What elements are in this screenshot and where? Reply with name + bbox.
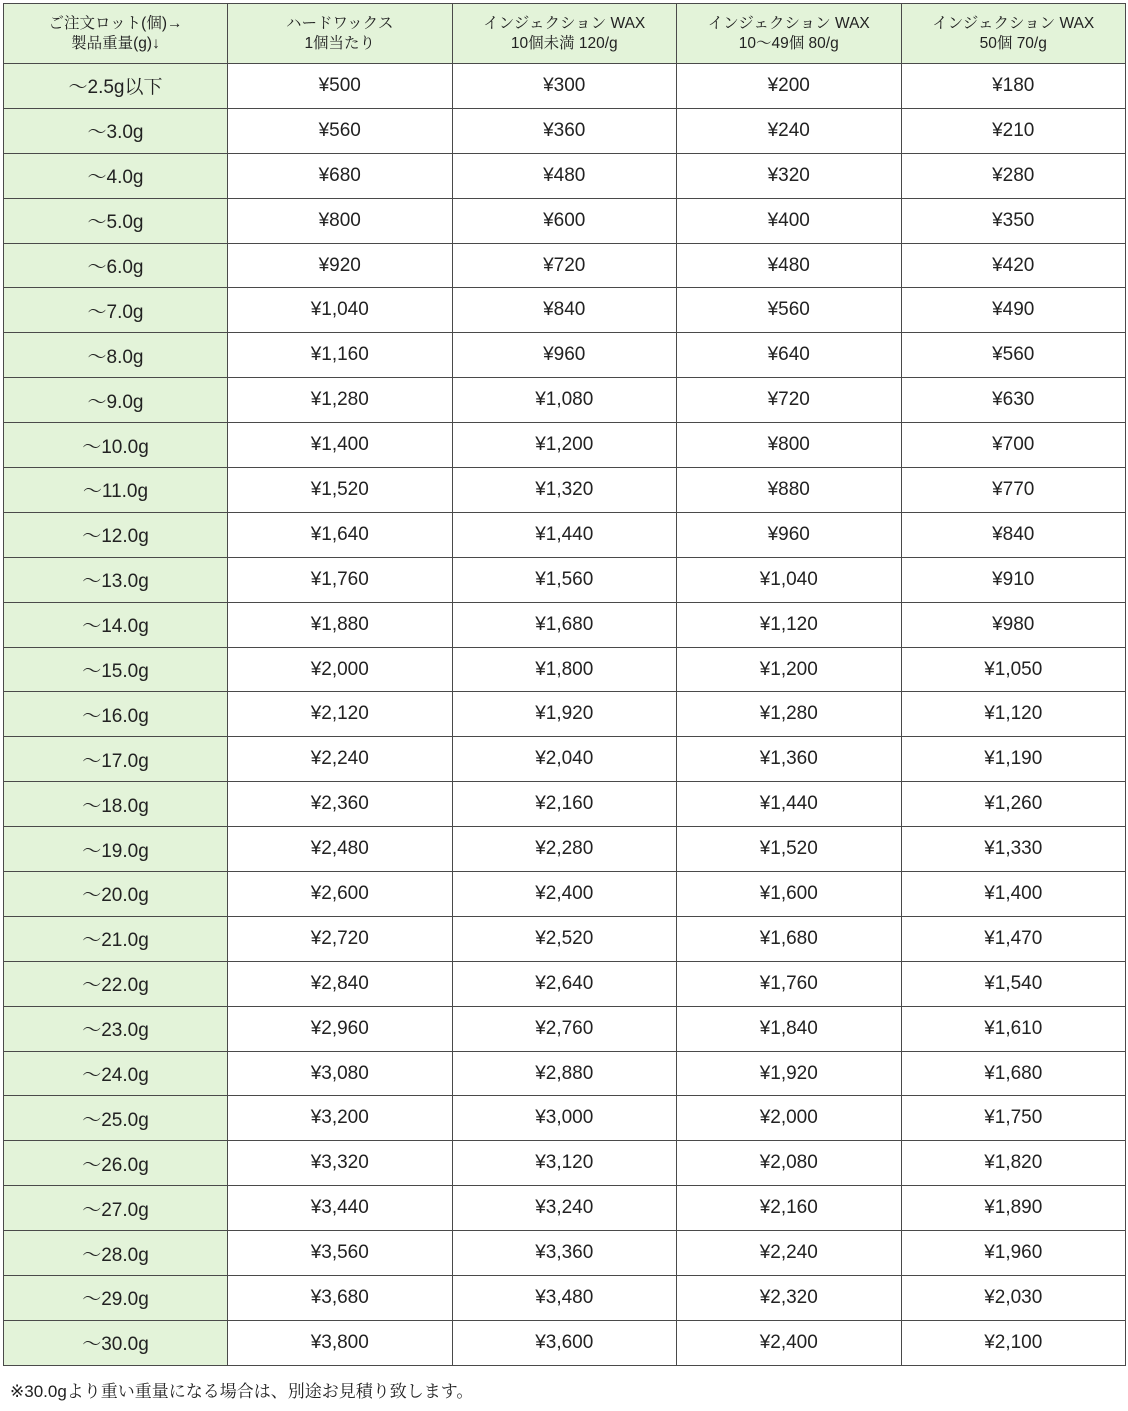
table-row <box>4 512 1126 557</box>
price-injection-10-49: ¥1,280 <box>677 692 902 737</box>
price-injection-under-10: ¥480 <box>452 153 677 198</box>
price-hard-wax: ¥500 <box>228 64 453 109</box>
weight-cell: 〜15.0g <box>4 647 228 692</box>
price-injection-10-49: ¥1,440 <box>677 782 902 827</box>
price-injection-50: ¥490 <box>901 288 1126 333</box>
price-hard-wax: ¥3,680 <box>228 1276 453 1321</box>
weight-cell: 〜22.0g <box>4 961 228 1006</box>
price-injection-10-49: ¥1,600 <box>677 872 902 917</box>
table-row <box>4 1231 1126 1276</box>
price-injection-10-49: ¥880 <box>677 468 902 513</box>
price-hard-wax: ¥1,280 <box>228 378 453 423</box>
price-injection-10-49: ¥640 <box>677 333 902 378</box>
price-hard-wax: ¥1,040 <box>228 288 453 333</box>
price-injection-50: ¥420 <box>901 243 1126 288</box>
table-row <box>4 782 1126 827</box>
price-injection-50: ¥1,260 <box>901 782 1126 827</box>
price-injection-under-10: ¥1,920 <box>452 692 677 737</box>
weight-cell: 〜27.0g <box>4 1186 228 1231</box>
price-hard-wax: ¥3,080 <box>228 1051 453 1096</box>
price-injection-under-10: ¥1,440 <box>452 512 677 557</box>
weight-cell: 〜4.0g <box>4 153 228 198</box>
price-injection-50: ¥280 <box>901 153 1126 198</box>
weight-cell: 〜9.0g <box>4 378 228 423</box>
weight-cell: 〜2.5g以下 <box>4 64 228 109</box>
weight-cell: 〜16.0g <box>4 692 228 737</box>
column-header-title: ハードワックス <box>285 14 394 32</box>
price-hard-wax: ¥560 <box>228 108 453 153</box>
table-row <box>4 872 1126 917</box>
price-injection-10-49: ¥480 <box>677 243 902 288</box>
table-row <box>4 1276 1126 1321</box>
table-row <box>4 468 1126 513</box>
weight-cell: 〜14.0g <box>4 602 228 647</box>
price-hard-wax: ¥2,720 <box>228 916 453 961</box>
price-injection-10-49: ¥240 <box>677 108 902 153</box>
price-hard-wax: ¥3,200 <box>228 1096 453 1141</box>
weight-cell: 〜17.0g <box>4 737 228 782</box>
column-header-injection-under-10 <box>452 4 677 64</box>
weight-cell: 〜20.0g <box>4 872 228 917</box>
table-row <box>4 557 1126 602</box>
column-header-title: インジェクション WAX <box>483 14 646 32</box>
price-injection-10-49: ¥2,400 <box>677 1320 902 1365</box>
price-injection-under-10: ¥2,640 <box>452 961 677 1006</box>
table-row <box>4 1141 1126 1186</box>
price-injection-10-49: ¥960 <box>677 512 902 557</box>
price-hard-wax: ¥2,600 <box>228 872 453 917</box>
price-injection-50: ¥1,960 <box>901 1231 1126 1276</box>
price-injection-10-49: ¥1,520 <box>677 827 902 872</box>
price-injection-10-49: ¥1,840 <box>677 1006 902 1051</box>
column-header-injection-50 <box>901 4 1126 64</box>
price-injection-under-10: ¥300 <box>452 64 677 109</box>
table-row <box>4 423 1126 468</box>
price-injection-under-10: ¥360 <box>452 108 677 153</box>
price-injection-under-10: ¥3,480 <box>452 1276 677 1321</box>
price-injection-50: ¥180 <box>901 64 1126 109</box>
price-injection-under-10: ¥2,160 <box>452 782 677 827</box>
weight-cell: 〜21.0g <box>4 916 228 961</box>
price-injection-10-49: ¥720 <box>677 378 902 423</box>
price-hard-wax: ¥3,320 <box>228 1141 453 1186</box>
table-row <box>4 198 1126 243</box>
price-injection-under-10: ¥1,560 <box>452 557 677 602</box>
price-injection-10-49: ¥1,360 <box>677 737 902 782</box>
price-injection-10-49: ¥1,120 <box>677 602 902 647</box>
table-row <box>4 1096 1126 1141</box>
weight-cell: 〜26.0g <box>4 1141 228 1186</box>
price-injection-50: ¥910 <box>901 557 1126 602</box>
price-injection-50: ¥1,190 <box>901 737 1126 782</box>
price-hard-wax: ¥2,360 <box>228 782 453 827</box>
price-injection-under-10: ¥720 <box>452 243 677 288</box>
table-row <box>4 243 1126 288</box>
weight-cell: 〜6.0g <box>4 243 228 288</box>
price-injection-under-10: ¥3,120 <box>452 1141 677 1186</box>
price-injection-50: ¥2,030 <box>901 1276 1126 1321</box>
price-injection-10-49: ¥2,160 <box>677 1186 902 1231</box>
weight-cell: 〜3.0g <box>4 108 228 153</box>
column-header-subtitle: 10〜49個 80/g <box>738 34 839 52</box>
table-row <box>4 737 1126 782</box>
table-row <box>4 288 1126 333</box>
price-injection-under-10: ¥840 <box>452 288 677 333</box>
header-row <box>4 4 1126 64</box>
price-injection-50: ¥1,750 <box>901 1096 1126 1141</box>
price-injection-50: ¥1,820 <box>901 1141 1126 1186</box>
price-injection-under-10: ¥2,880 <box>452 1051 677 1096</box>
column-header-subtitle: 1個当たり <box>304 34 376 52</box>
price-hard-wax: ¥2,120 <box>228 692 453 737</box>
table-row <box>4 602 1126 647</box>
footnote: ※30.0gより重い重量になる場合は、別途お見積り致します。 <box>10 1382 474 1401</box>
price-injection-50: ¥700 <box>901 423 1126 468</box>
price-hard-wax: ¥3,800 <box>228 1320 453 1365</box>
price-injection-50: ¥560 <box>901 333 1126 378</box>
price-injection-under-10: ¥1,320 <box>452 468 677 513</box>
price-injection-50: ¥1,330 <box>901 827 1126 872</box>
price-injection-50: ¥350 <box>901 198 1126 243</box>
price-injection-10-49: ¥2,320 <box>677 1276 902 1321</box>
price-injection-10-49: ¥1,760 <box>677 961 902 1006</box>
price-hard-wax: ¥1,520 <box>228 468 453 513</box>
weight-cell: 〜13.0g <box>4 557 228 602</box>
table-row <box>4 153 1126 198</box>
weight-cell: 〜12.0g <box>4 512 228 557</box>
table-row <box>4 64 1126 109</box>
price-injection-50: ¥2,100 <box>901 1320 1126 1365</box>
corner-header-weight-label: 製品重量(g)↓ <box>71 34 160 52</box>
price-injection-under-10: ¥600 <box>452 198 677 243</box>
table-body <box>4 64 1126 1366</box>
price-hard-wax: ¥2,000 <box>228 647 453 692</box>
price-injection-under-10: ¥2,760 <box>452 1006 677 1051</box>
price-hard-wax: ¥2,240 <box>228 737 453 782</box>
price-injection-under-10: ¥3,360 <box>452 1231 677 1276</box>
weight-cell: 〜8.0g <box>4 333 228 378</box>
price-injection-under-10: ¥1,200 <box>452 423 677 468</box>
price-injection-under-10: ¥1,080 <box>452 378 677 423</box>
column-header-title: インジェクション WAX <box>707 14 870 32</box>
price-injection-10-49: ¥2,000 <box>677 1096 902 1141</box>
price-injection-50: ¥1,120 <box>901 692 1126 737</box>
price-injection-10-49: ¥1,920 <box>677 1051 902 1096</box>
table-row <box>4 1051 1126 1096</box>
weight-cell: 〜5.0g <box>4 198 228 243</box>
table-row <box>4 108 1126 153</box>
price-hard-wax: ¥3,560 <box>228 1231 453 1276</box>
table-row <box>4 1006 1126 1051</box>
weight-cell: 〜19.0g <box>4 827 228 872</box>
price-injection-10-49: ¥200 <box>677 64 902 109</box>
price-injection-10-49: ¥2,240 <box>677 1231 902 1276</box>
price-hard-wax: ¥1,880 <box>228 602 453 647</box>
table-row <box>4 827 1126 872</box>
price-injection-50: ¥1,400 <box>901 872 1126 917</box>
price-injection-50: ¥630 <box>901 378 1126 423</box>
price-injection-under-10: ¥3,600 <box>452 1320 677 1365</box>
price-injection-under-10: ¥2,280 <box>452 827 677 872</box>
price-injection-10-49: ¥1,200 <box>677 647 902 692</box>
corner-header-cell <box>4 4 228 64</box>
price-injection-50: ¥840 <box>901 512 1126 557</box>
price-injection-50: ¥1,890 <box>901 1186 1126 1231</box>
price-injection-under-10: ¥1,800 <box>452 647 677 692</box>
price-injection-under-10: ¥1,680 <box>452 602 677 647</box>
weight-cell: 〜10.0g <box>4 423 228 468</box>
weight-cell: 〜7.0g <box>4 288 228 333</box>
price-injection-under-10: ¥2,520 <box>452 916 677 961</box>
weight-cell: 〜23.0g <box>4 1006 228 1051</box>
price-injection-50: ¥1,050 <box>901 647 1126 692</box>
table-row <box>4 647 1126 692</box>
price-injection-under-10: ¥3,240 <box>452 1186 677 1231</box>
price-injection-10-49: ¥1,680 <box>677 916 902 961</box>
price-injection-50: ¥1,680 <box>901 1051 1126 1096</box>
table-row <box>4 1186 1126 1231</box>
price-injection-50: ¥1,540 <box>901 961 1126 1006</box>
price-hard-wax: ¥1,760 <box>228 557 453 602</box>
table-row <box>4 916 1126 961</box>
price-hard-wax: ¥2,840 <box>228 961 453 1006</box>
price-injection-10-49: ¥2,080 <box>677 1141 902 1186</box>
table-row <box>4 333 1126 378</box>
corner-header-lot-label: ご注文ロット(個)→ <box>48 14 183 32</box>
price-hard-wax: ¥2,480 <box>228 827 453 872</box>
price-hard-wax: ¥680 <box>228 153 453 198</box>
price-injection-50: ¥770 <box>901 468 1126 513</box>
weight-cell: 〜11.0g <box>4 468 228 513</box>
price-injection-50: ¥1,610 <box>901 1006 1126 1051</box>
column-header-subtitle: 50個 70/g <box>979 34 1047 52</box>
column-header-hard-wax <box>228 4 453 64</box>
price-hard-wax: ¥920 <box>228 243 453 288</box>
weight-cell: 〜29.0g <box>4 1276 228 1321</box>
weight-cell: 〜18.0g <box>4 782 228 827</box>
price-injection-10-49: ¥320 <box>677 153 902 198</box>
price-hard-wax: ¥1,400 <box>228 423 453 468</box>
price-hard-wax: ¥800 <box>228 198 453 243</box>
price-hard-wax: ¥1,640 <box>228 512 453 557</box>
price-injection-under-10: ¥2,040 <box>452 737 677 782</box>
price-injection-under-10: ¥3,000 <box>452 1096 677 1141</box>
table-row <box>4 1320 1126 1365</box>
price-injection-50: ¥980 <box>901 602 1126 647</box>
price-hard-wax: ¥1,160 <box>228 333 453 378</box>
price-hard-wax: ¥2,960 <box>228 1006 453 1051</box>
table-row <box>4 378 1126 423</box>
table-row <box>4 961 1126 1006</box>
weight-cell: 〜28.0g <box>4 1231 228 1276</box>
price-injection-10-49: ¥1,040 <box>677 557 902 602</box>
column-header-subtitle: 10個未満 120/g <box>510 34 618 52</box>
column-header-injection-10-49 <box>677 4 902 64</box>
weight-cell: 〜25.0g <box>4 1096 228 1141</box>
column-header-title: インジェクション WAX <box>932 14 1095 32</box>
weight-cell: 〜30.0g <box>4 1320 228 1365</box>
price-injection-under-10: ¥960 <box>452 333 677 378</box>
price-injection-under-10: ¥2,400 <box>452 872 677 917</box>
table-row <box>4 692 1126 737</box>
price-injection-10-49: ¥400 <box>677 198 902 243</box>
price-injection-50: ¥210 <box>901 108 1126 153</box>
price-table <box>3 3 1126 1366</box>
price-injection-10-49: ¥800 <box>677 423 902 468</box>
weight-cell: 〜24.0g <box>4 1051 228 1096</box>
price-hard-wax: ¥3,440 <box>228 1186 453 1231</box>
price-injection-50: ¥1,470 <box>901 916 1126 961</box>
price-injection-10-49: ¥560 <box>677 288 902 333</box>
